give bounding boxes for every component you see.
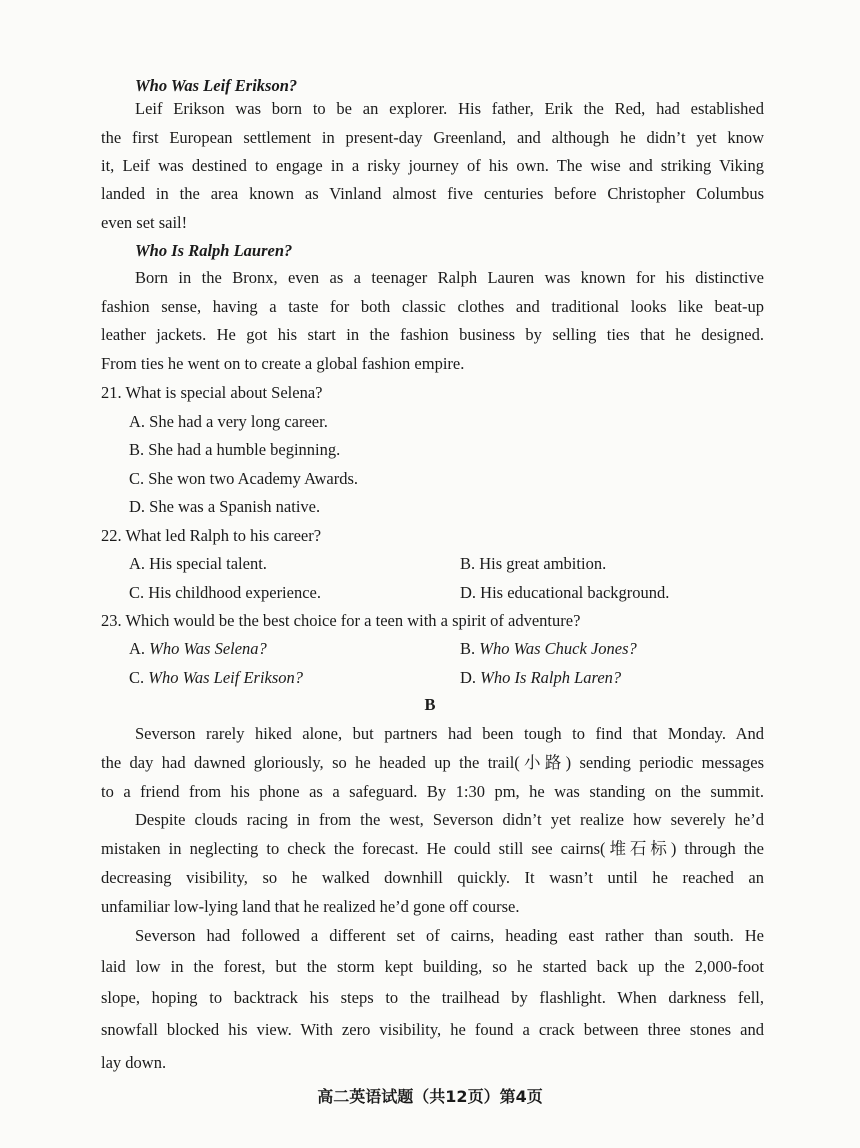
option-letter: A. [129, 639, 146, 658]
passage-b-p1-line-1: Severson rarely hiked alone, but partners had been tough to find that Monday. And [135, 724, 764, 743]
option-letter: D. [460, 668, 477, 687]
bio-ralph-line-1: Born in the Bronx, even as a teenager Ralph Lauren was known for his distinctive [135, 268, 764, 287]
bio-leif-line-2: the first European settlement in present-day Greenland, and although he didn’t yet know [101, 128, 764, 147]
passage-b-p2-line-4: unfamiliar low-lying land that he realized he’d gone off course. [101, 897, 520, 916]
option-title: Who Was Chuck Jones? [479, 639, 637, 658]
option-letter: C. [129, 668, 145, 687]
option-title: Who Was Leif Erikson? [148, 668, 304, 687]
question-21-option-d[interactable]: D. She was a Spanish native. [129, 497, 321, 516]
passage-b-p3-line-2: laid low in the forest, but the storm kept building, so he started back up the 2,000-foot [101, 957, 764, 976]
bio-ralph-line-4: From ties he went on to create a global fashion empire. [101, 354, 465, 373]
section-b-label: B [424, 695, 436, 714]
question-23-option-d[interactable] [460, 668, 621, 688]
passage-b-p2-line-2: mistaken in neglecting to check the forecast. He could still see cairns(堆石标) through the [101, 839, 764, 858]
passage-b-p1-line-2: the day had dawned gloriously, so he headed up the trail(小路) sending periodic messages [101, 753, 764, 772]
question-22-option-c[interactable]: C. His childhood experience. [129, 583, 321, 602]
question-21-option-b[interactable]: B. She had a humble beginning. [129, 440, 341, 459]
question-21-option-c[interactable]: C. She won two Academy Awards. [129, 469, 359, 488]
passage-b-p1-line-3: to a friend from his phone as a safeguard. By 1:30 pm, he was standing on the summit. [101, 782, 764, 801]
bio-leif-line-3: it, Leif was destined to engage in a risky journey of his own. The wise and striking Viking [101, 156, 764, 175]
bio-ralph-line-2: fashion sense, having a taste for both classic clothes and traditional looks like beat-up [101, 297, 764, 316]
question-22-option-b[interactable]: B. His great ambition. [460, 554, 607, 573]
option-title: Who Was Selena? [149, 639, 267, 658]
passage-b-p3-line-4: snowfall blocked his view. With zero visibility, he found a crack between three stones and [101, 1020, 764, 1039]
question-21-stem: 21. What is special about Selena? [101, 383, 323, 402]
page-footer: 高二英语试题（共12页）第4页 [317, 1087, 543, 1106]
bio-heading-leif: Who Was Leif Erikson? [135, 76, 298, 95]
passage-b-p3-line-5: lay down. [101, 1053, 167, 1072]
bio-ralph-line-3: leather jackets. He got his start in the fashion business by selling ties that he designed. [101, 325, 764, 344]
passage-b-p2-line-3: decreasing visibility, so he walked downhill quickly. It wasn’t until he reached an [101, 868, 764, 887]
question-23-stem: 23. Which would be the best choice for a teen with a spirit of adventure? [101, 611, 581, 630]
question-22-stem: 22. What led Ralph to his career? [101, 526, 322, 545]
option-title: Who Is Ralph Laren? [480, 668, 622, 687]
question-23-option-a[interactable] [129, 639, 267, 659]
bio-leif-line-5: even set sail! [101, 213, 188, 232]
passage-b-p2-line-1: Despite clouds racing in from the west, Severson didn’t yet realize how severely he’d [135, 810, 764, 829]
question-23-option-b[interactable] [460, 639, 637, 659]
question-21-option-a[interactable]: A. She had a very long career. [129, 412, 328, 431]
question-23-option-c[interactable] [129, 668, 303, 688]
bio-heading-ralph: Who Is Ralph Lauren? [135, 241, 293, 260]
bio-leif-line-4: landed in the area known as Vinland almost five centuries before Christopher Columbus [101, 184, 764, 203]
passage-b-p3-line-3: slope, hoping to backtrack his steps to the trailhead by flashlight. When darkness fell, [101, 988, 764, 1007]
passage-b-p3-line-1: Severson had followed a different set of cairns, heading east rather than south. He [135, 926, 764, 945]
option-letter: B. [460, 639, 476, 658]
bio-leif-line-1: Leif Erikson was born to be an explorer. His father, Erik the Red, had established [135, 99, 764, 118]
question-22-option-d[interactable]: D. His educational background. [460, 583, 670, 602]
question-22-option-a[interactable]: A. His special talent. [129, 554, 267, 573]
